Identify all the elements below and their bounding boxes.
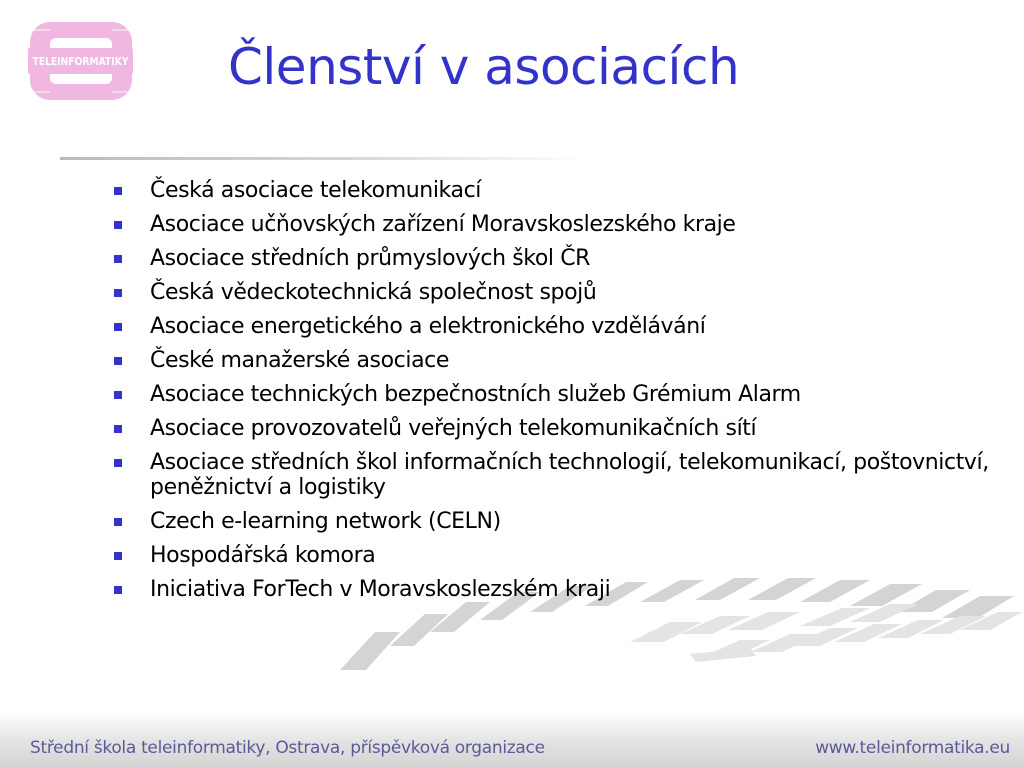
list-item (112, 509, 992, 534)
bullet-square-icon (114, 323, 122, 331)
list-item (112, 280, 992, 305)
list-item (112, 178, 992, 203)
list-item (112, 450, 992, 500)
bullet-square-icon (114, 552, 122, 560)
logo-line2: TELEINFORMATIKY (32, 55, 130, 68)
membership-list (112, 178, 992, 611)
list-item (112, 314, 992, 339)
list-item-text: Asociace technických bezpečnostních služeb Grémium Alarm (150, 382, 801, 407)
bullet-square-icon (114, 187, 122, 195)
list-item-text: Asociace středních škol informačních technologií, telekomunikací, poštovnictví, peněžnictví a logistiky (150, 450, 989, 500)
list-item-text: Hospodářská komora (150, 543, 376, 568)
list-item-text: Asociace středních průmyslových škol ČR (150, 246, 591, 271)
list-item-text: Iniciativa ForTech v Moravskoslezském kraji (150, 577, 611, 602)
list-item (112, 212, 992, 237)
logo-line3: OSTRAVA (66, 76, 95, 83)
list-item (112, 382, 992, 407)
bullet-square-icon (114, 221, 122, 229)
list-item-text: Asociace energetického a elektronického vzdělávání (150, 314, 706, 339)
list-item (112, 543, 992, 568)
bullet-square-icon (114, 357, 122, 365)
list-item-text: Česká vědeckotechnická společnost spojů (150, 280, 597, 305)
slide-title: Členství v asociacích (228, 38, 740, 96)
list-item-text: Česká asociace telekomunikací (150, 178, 482, 203)
footer-website-link[interactable]: www.teleinformatika.eu (815, 738, 1010, 758)
list-item (112, 577, 992, 602)
bullet-square-icon (114, 289, 122, 297)
bullet-square-icon (114, 518, 122, 526)
list-item-text: Asociace učňovských zařízení Moravskoslezského kraje (150, 212, 736, 237)
bullet-square-icon (114, 425, 122, 433)
bullet-square-icon (114, 391, 122, 399)
bullet-square-icon (114, 586, 122, 594)
list-item-text: Czech e-learning network (CELN) (150, 509, 501, 534)
list-item (112, 246, 992, 271)
bullet-square-icon (114, 459, 122, 467)
bullet-square-icon (114, 255, 122, 263)
list-item (112, 348, 992, 373)
list-item-text: České manažerské asociace (150, 348, 449, 373)
school-logo (28, 20, 133, 102)
list-item (112, 416, 992, 441)
title-divider (60, 157, 590, 160)
list-item-text: Asociace provozovatelů veřejných telekomunikačních sítí (150, 416, 757, 441)
logo-line1: STŘEDNÍ ŠKOLA (56, 40, 105, 47)
footer-school-name: Střední škola teleinformatiky, Ostrava, příspěvková organizace (30, 738, 545, 758)
